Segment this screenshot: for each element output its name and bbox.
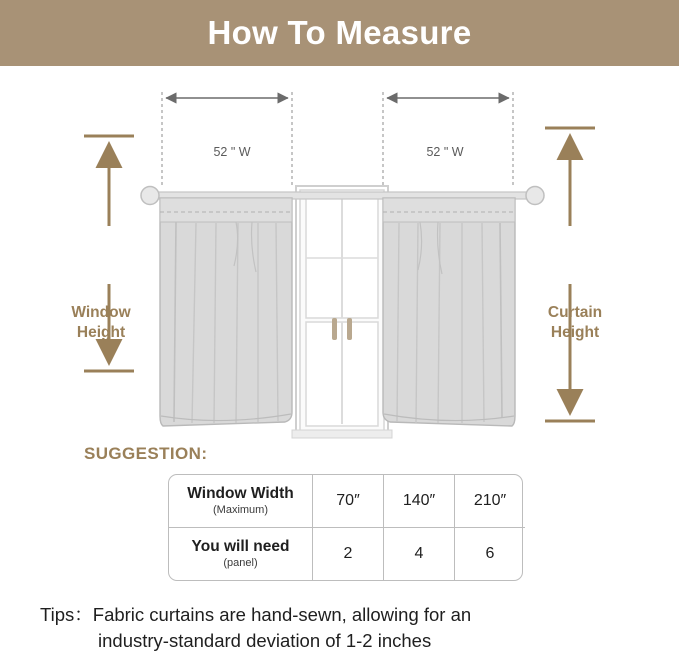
tips-line-2: industry-standard deviation of 1-2 inches	[98, 630, 432, 651]
table-row	[169, 475, 525, 528]
width-label-right: 52 " W	[426, 145, 464, 159]
suggestion-table	[169, 475, 525, 580]
row-label-main: Window Width	[187, 484, 294, 502]
curtain-height-label-line2: Height	[550, 324, 600, 341]
tips-label: Tips：	[40, 604, 93, 625]
measurement-illustration	[0, 66, 679, 441]
row-label-you-will-need	[169, 528, 313, 581]
row-label-window-width	[169, 475, 313, 528]
cell-value: 6	[485, 545, 495, 562]
row-label-main: You will need	[191, 537, 290, 555]
cell-window-width-2	[384, 475, 455, 528]
row-label-sub: (Maximum)	[213, 503, 268, 516]
window-height-label-line2: Height	[76, 324, 126, 341]
tips-block	[40, 602, 650, 654]
cell-window-width-3	[455, 475, 526, 528]
window-graphic	[292, 186, 392, 438]
tips-line-1: Fabric curtains are hand-sewn, allowing for an	[92, 604, 472, 625]
curtain-diagram-svg	[0, 66, 679, 441]
right-curtain-panel	[383, 198, 515, 426]
row-label-sub: (panel)	[223, 556, 258, 569]
cell-value: 70″	[336, 492, 360, 509]
cell-panels-2	[384, 528, 455, 581]
curtain-height-label-line1: Curtain	[547, 304, 603, 321]
width-label-left: 52 " W	[213, 145, 251, 159]
curtain-height-label	[530, 303, 620, 343]
cell-value: 4	[414, 545, 424, 562]
width-dimension-left	[162, 92, 292, 186]
cell-value: 2	[343, 545, 353, 562]
window-height-label-line1: Window	[71, 304, 131, 321]
suggestion-table-wrapper	[169, 475, 522, 580]
cell-panels-3	[455, 528, 526, 581]
window-height-label	[56, 303, 146, 343]
cell-value: 140″	[402, 492, 436, 509]
width-dimension-right	[383, 92, 513, 186]
left-curtain-panel	[160, 198, 292, 426]
suggestion-title: SUGGESTION:	[84, 444, 208, 463]
cell-panels-1	[313, 528, 384, 581]
page-title: How To Measure	[207, 14, 472, 51]
header-banner	[0, 0, 679, 66]
curtain-height-dimension	[545, 128, 595, 421]
cell-window-width-1	[313, 475, 384, 528]
table-row	[169, 528, 525, 581]
cell-value: 210″	[473, 492, 507, 509]
